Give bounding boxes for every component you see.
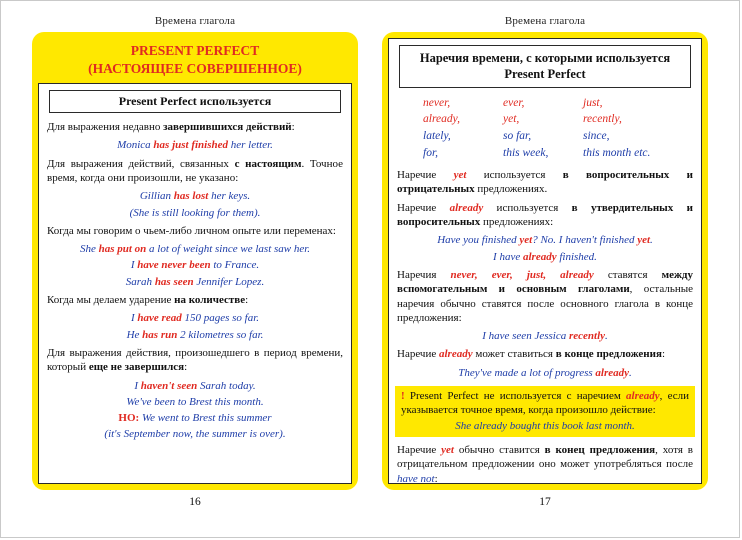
- text-segment: :: [661, 348, 665, 361]
- right-panel: [382, 32, 708, 490]
- example-line: [47, 411, 343, 425]
- text-segment: I: [130, 259, 138, 272]
- text-segment: . Точное время, когда они произошли, не указано:: [47, 157, 343, 184]
- rule-paragraph: [397, 443, 693, 484]
- text-segment: We've been to Brest this month.: [126, 395, 264, 408]
- example-line: [397, 233, 693, 247]
- text-segment: .: [650, 234, 653, 247]
- left-page: [32, 15, 358, 508]
- adverb-item: since,: [583, 129, 610, 142]
- left-panel: [32, 32, 358, 490]
- adverb-item: ever,: [503, 96, 525, 109]
- text-segment: используется: [483, 201, 572, 214]
- left-content-box: [38, 83, 352, 484]
- text-segment: We went to Brest this summer: [141, 412, 272, 425]
- text-segment: используется: [466, 169, 563, 182]
- rule-paragraph: [47, 293, 343, 307]
- example-line: [47, 379, 343, 393]
- example-line: [47, 138, 343, 152]
- text-segment: her letter.: [228, 139, 273, 152]
- text-segment: I: [134, 379, 141, 392]
- text-segment: , хотя в отрицательном предложении оно может употребляться после: [397, 443, 693, 471]
- example-line: [47, 427, 343, 441]
- page-number-left: 16: [189, 496, 201, 508]
- adverb-item: never,: [423, 96, 451, 109]
- text-segment: в конце предложения: [555, 348, 662, 361]
- text-segment: в конец предложения: [544, 443, 656, 456]
- text-segment: yet: [453, 169, 467, 182]
- rule-paragraph: [397, 347, 693, 361]
- text-segment: Present Perfect не используется с наречием: [409, 390, 627, 403]
- running-head-right: Времена глагола: [504, 15, 586, 27]
- page-number-right: 17: [539, 496, 551, 508]
- example-line: [47, 189, 343, 203]
- note-box: [395, 386, 695, 437]
- running-head-left: Времена глагола: [154, 15, 236, 27]
- text-segment: to France.: [210, 259, 260, 272]
- text-segment: Для выражения действий, связанных: [47, 157, 235, 170]
- rule-paragraph: [397, 168, 693, 197]
- text-segment: a lot of weight since we last saw her.: [146, 243, 311, 256]
- text-segment: have not: [397, 472, 435, 484]
- text-segment: ? No. I haven't finished: [532, 234, 638, 247]
- text-segment: с настоящим: [234, 157, 302, 170]
- text-segment: She already bought this book last month.: [455, 419, 635, 432]
- text-segment: They've made a lot of progress: [458, 366, 596, 379]
- text-segment: .: [629, 366, 632, 379]
- text-segment: на количестве: [174, 294, 246, 307]
- text-segment: :: [291, 121, 295, 134]
- text-segment: завершившихся действий: [163, 121, 292, 134]
- text-segment: yet: [441, 443, 454, 456]
- adverbs-title: Наречия времени, с которыми используется Present Perfect: [399, 45, 691, 88]
- text-segment: ставятся: [593, 268, 662, 281]
- example-line: [47, 311, 343, 325]
- text-segment: Gillian: [139, 190, 174, 203]
- text-segment: has lost: [173, 190, 209, 203]
- text-segment: Наречие: [397, 348, 439, 361]
- example-line: [47, 258, 343, 272]
- text-segment: Sarah: [125, 275, 155, 288]
- text-segment: Monica: [117, 139, 154, 152]
- adverb-item: just,: [583, 96, 603, 109]
- text-segment: :: [184, 361, 188, 374]
- adverb-item: already,: [423, 113, 460, 126]
- text-segment: recently: [568, 330, 606, 343]
- text-segment: в вопросительных и отрицательных: [397, 169, 693, 196]
- text-segment: между вспомогательным и основным глаголами: [397, 268, 693, 296]
- text-segment: , остальные наречия обычно ставятся после основного глагола в конце предложения:: [397, 283, 693, 324]
- rule-paragraph: [397, 268, 693, 325]
- text-segment: already: [522, 250, 557, 263]
- example-line: [397, 366, 693, 380]
- example-line: [47, 395, 343, 409]
- example-line: [397, 250, 693, 264]
- text-segment: He: [126, 328, 143, 341]
- text-segment: has put on: [98, 243, 147, 256]
- adverb-item: yet,: [503, 113, 520, 126]
- text-segment: I have seen Jessica: [482, 330, 569, 343]
- text-segment: Jennifer Lopez.: [193, 275, 265, 288]
- text-segment: (it's September now, the summer is over).: [104, 428, 286, 441]
- adverb-item: recently,: [583, 113, 622, 126]
- adverb-item: this week,: [503, 146, 549, 159]
- text-segment: :: [245, 294, 249, 307]
- text-segment: Наречия: [397, 268, 451, 281]
- text-segment: never, ever, just, already: [450, 268, 594, 281]
- text-segment: Когда мы говорим о чьем-либо личном опыте или переменах:: [47, 224, 336, 237]
- right-blocks: [397, 168, 693, 484]
- text-segment: может ставиться: [472, 348, 556, 361]
- example-line: [47, 275, 343, 289]
- text-segment: has run: [142, 328, 178, 341]
- text-segment: Для выражения действия, произошедшего в период времени, который: [47, 346, 343, 374]
- text-segment: предложениях.: [474, 183, 548, 196]
- text-segment: (She is still looking for them).: [129, 206, 261, 219]
- text-segment: НО:: [118, 412, 142, 425]
- example-line: [397, 329, 693, 343]
- text-segment: Have you finished: [437, 234, 520, 247]
- text-segment: already: [439, 348, 473, 361]
- text-segment: в утвердительных и вопросительных: [397, 201, 693, 229]
- text-segment: yet: [637, 234, 651, 247]
- example-line: [47, 328, 343, 342]
- text-segment: her keys.: [208, 190, 251, 203]
- text-segment: Для выражения недавно: [47, 121, 164, 134]
- right-content-box: [388, 38, 702, 484]
- left-page-title: [38, 38, 352, 83]
- usage-header: Present Perfect используется: [49, 90, 341, 113]
- text-segment: haven't seen: [140, 379, 198, 392]
- text-segment: I: [130, 312, 138, 325]
- rule-paragraph: [397, 201, 693, 230]
- text-segment: have never been: [137, 259, 211, 272]
- title-line-2: (НАСТОЯЩЕЕ СОВЕРШЕННОЕ): [88, 60, 302, 76]
- text-segment: 150 pages so far.: [181, 312, 260, 325]
- note-example-line: [401, 419, 689, 433]
- text-segment: Когда мы делаем ударение: [47, 294, 175, 307]
- adverb-table: [397, 95, 693, 162]
- text-segment: yet: [519, 234, 533, 247]
- text-segment: have read: [137, 312, 182, 325]
- text-segment: !: [401, 390, 410, 403]
- left-blocks: [47, 120, 343, 442]
- adverb-item: so far,: [503, 129, 532, 142]
- text-segment: предложениях:: [480, 216, 554, 229]
- text-segment: еще не завершился: [88, 361, 185, 374]
- text-segment: already: [626, 390, 660, 403]
- adverb-item: this month etc.: [583, 146, 651, 159]
- adverb-item: for,: [423, 146, 439, 159]
- rule-paragraph: [47, 120, 343, 134]
- text-segment: finished.: [556, 250, 597, 263]
- title-line-1: PRESENT PERFECT: [130, 43, 260, 58]
- text-segment: has seen: [154, 275, 194, 288]
- example-line: [47, 206, 343, 220]
- text-segment: :: [434, 472, 438, 484]
- adverb-item: lately,: [423, 129, 451, 142]
- text-segment: Sarah today.: [197, 379, 256, 392]
- example-line: [47, 242, 343, 256]
- right-page: [382, 15, 708, 508]
- text-segment: , если указывается точное время, когда произошло действие:: [401, 390, 690, 417]
- text-segment: .: [605, 330, 608, 343]
- rule-paragraph: [47, 224, 343, 238]
- text-segment: I have: [493, 250, 523, 263]
- text-segment: Наречие: [397, 201, 450, 214]
- text-segment: Наречие: [397, 169, 454, 182]
- text-segment: Наречие: [397, 443, 442, 456]
- text-segment: already: [449, 201, 484, 214]
- text-segment: She: [79, 243, 99, 256]
- text-segment: обычно ставится: [453, 443, 545, 456]
- rule-paragraph: [47, 157, 343, 186]
- text-segment: has just finished: [153, 139, 229, 152]
- rule-paragraph: [47, 346, 343, 375]
- book-spread: [1, 1, 739, 508]
- text-segment: already: [595, 366, 630, 379]
- text-segment: 2 kilometres so far.: [177, 328, 264, 341]
